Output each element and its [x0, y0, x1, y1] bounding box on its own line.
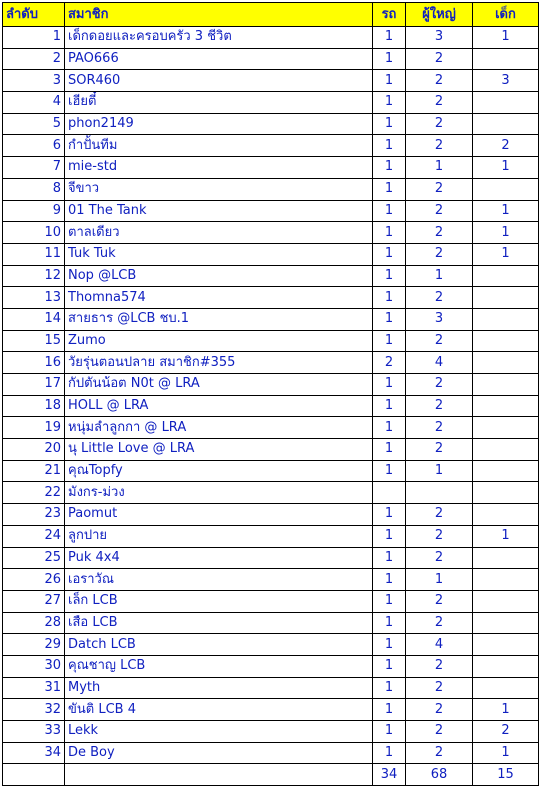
table-row	[3, 287, 539, 309]
row-index: 3	[3, 70, 65, 92]
member-name: วัยรุ่นตอนปลาย สมาชิก#355	[65, 352, 373, 374]
cars-count: 1	[373, 308, 406, 330]
row-index: 17	[3, 374, 65, 396]
member-name: เล็ก LCB	[65, 590, 373, 612]
kids-count: 2	[473, 135, 539, 157]
table-row	[3, 222, 539, 244]
total-adults: 68	[406, 764, 473, 786]
table-row	[3, 569, 539, 591]
table-row	[3, 70, 539, 92]
adults-count: 2	[406, 417, 473, 439]
adults-count: 2	[406, 135, 473, 157]
member-name: นุ Little Love @ LRA	[65, 439, 373, 461]
adults-count: 2	[406, 699, 473, 721]
row-index: 32	[3, 699, 65, 721]
member-name: คุณTopfy	[65, 460, 373, 482]
table-row	[3, 482, 539, 504]
adults-count: 2	[406, 243, 473, 265]
kids-count: 1	[473, 222, 539, 244]
adults-count: 2	[406, 742, 473, 764]
kids-count	[473, 178, 539, 200]
cars-count: 1	[373, 395, 406, 417]
header-member: สมาชิก	[65, 3, 373, 27]
member-name: เสือ LCB	[65, 612, 373, 634]
kids-count: 1	[473, 27, 539, 49]
cars-count: 1	[373, 27, 406, 49]
adults-count: 2	[406, 113, 473, 135]
adults-count: 2	[406, 178, 473, 200]
kids-count	[473, 590, 539, 612]
row-index: 1	[3, 27, 65, 49]
member-name: De Boy	[65, 742, 373, 764]
adults-count: 2	[406, 525, 473, 547]
member-table	[2, 2, 539, 786]
kids-count	[473, 92, 539, 114]
member-name: Myth	[65, 677, 373, 699]
member-name: กัปตันน้อต N0t @ LRA	[65, 374, 373, 396]
total-kids: 15	[473, 764, 539, 786]
member-name: Paomut	[65, 504, 373, 526]
kids-count	[473, 482, 539, 504]
adults-count: 2	[406, 48, 473, 70]
totals-row	[3, 764, 539, 786]
adults-count: 3	[406, 27, 473, 49]
adults-count: 2	[406, 612, 473, 634]
header-kids: เด็ก	[473, 3, 539, 27]
table-row	[3, 699, 539, 721]
table-row	[3, 135, 539, 157]
member-name: ขันติ LCB 4	[65, 699, 373, 721]
cars-count: 1	[373, 70, 406, 92]
kids-count	[473, 439, 539, 461]
row-index: 34	[3, 742, 65, 764]
table-row	[3, 634, 539, 656]
kids-count: 1	[473, 699, 539, 721]
cars-count: 1	[373, 612, 406, 634]
row-index: 9	[3, 200, 65, 222]
row-index: 31	[3, 677, 65, 699]
member-name: มังกร-ม่วง	[65, 482, 373, 504]
member-name: จีขาว	[65, 178, 373, 200]
adults-count: 2	[406, 200, 473, 222]
row-index: 10	[3, 222, 65, 244]
adults-count: 2	[406, 395, 473, 417]
member-name: เอราวัณ	[65, 569, 373, 591]
row-index: 22	[3, 482, 65, 504]
cars-count: 1	[373, 569, 406, 591]
adults-count: 2	[406, 439, 473, 461]
adults-count: 2	[406, 222, 473, 244]
row-index: 26	[3, 569, 65, 591]
cars-count: 1	[373, 135, 406, 157]
adults-count: 4	[406, 634, 473, 656]
kids-count	[473, 395, 539, 417]
cars-count: 1	[373, 547, 406, 569]
table-row	[3, 721, 539, 743]
member-name: หนุ่มลำลูกกา @ LRA	[65, 417, 373, 439]
member-name: Lekk	[65, 721, 373, 743]
kids-count	[473, 417, 539, 439]
member-rows	[3, 27, 539, 764]
kids-count: 1	[473, 525, 539, 547]
table-row	[3, 439, 539, 461]
kids-count	[473, 547, 539, 569]
cars-count: 1	[373, 655, 406, 677]
cars-count: 1	[373, 677, 406, 699]
row-index: 4	[3, 92, 65, 114]
header-row	[3, 3, 539, 27]
row-index: 11	[3, 243, 65, 265]
kids-count	[473, 504, 539, 526]
row-index: 24	[3, 525, 65, 547]
member-name: เด็กดอยและครอบครัว 3 ชีวิต	[65, 27, 373, 49]
row-index: 30	[3, 655, 65, 677]
cars-count: 1	[373, 590, 406, 612]
adults-count: 2	[406, 92, 473, 114]
member-name: Nop @LCB	[65, 265, 373, 287]
adults-count: 2	[406, 655, 473, 677]
adults-count: 4	[406, 352, 473, 374]
table-row	[3, 612, 539, 634]
adults-count: 1	[406, 265, 473, 287]
member-name: ตาลเดียว	[65, 222, 373, 244]
member-name: phon2149	[65, 113, 373, 135]
row-index: 20	[3, 439, 65, 461]
table-row	[3, 417, 539, 439]
header-index: ลำดับ	[3, 3, 65, 27]
adults-count: 1	[406, 157, 473, 179]
member-name: คุณชาญ LCB	[65, 655, 373, 677]
total-cars: 34	[373, 764, 406, 786]
row-index: 25	[3, 547, 65, 569]
kids-count	[473, 48, 539, 70]
row-index: 15	[3, 330, 65, 352]
row-index: 8	[3, 178, 65, 200]
cars-count: 2	[373, 352, 406, 374]
cars-count: 1	[373, 222, 406, 244]
table-row	[3, 265, 539, 287]
adults-count: 2	[406, 330, 473, 352]
table-row	[3, 677, 539, 699]
table-row	[3, 27, 539, 49]
kids-count	[473, 113, 539, 135]
adults-count: 2	[406, 70, 473, 92]
cars-count: 1	[373, 439, 406, 461]
row-index: 19	[3, 417, 65, 439]
kids-count	[473, 308, 539, 330]
adults-count: 2	[406, 590, 473, 612]
table-row	[3, 330, 539, 352]
member-name: ลูกปาย	[65, 525, 373, 547]
header-adults: ผู้ใหญ่	[406, 3, 473, 27]
table-row	[3, 742, 539, 764]
cars-count: 1	[373, 92, 406, 114]
cars-count: 1	[373, 157, 406, 179]
table-row	[3, 504, 539, 526]
row-index: 29	[3, 634, 65, 656]
table-row	[3, 48, 539, 70]
cars-count: 1	[373, 113, 406, 135]
cars-count	[373, 482, 406, 504]
cars-count: 1	[373, 243, 406, 265]
kids-count: 2	[473, 721, 539, 743]
table-row	[3, 157, 539, 179]
kids-count	[473, 677, 539, 699]
cars-count: 1	[373, 330, 406, 352]
table-row	[3, 113, 539, 135]
cars-count: 1	[373, 721, 406, 743]
table-row	[3, 590, 539, 612]
row-index: 21	[3, 460, 65, 482]
table-row	[3, 92, 539, 114]
table-row	[3, 395, 539, 417]
row-index: 28	[3, 612, 65, 634]
member-name: เฮียตี๋	[65, 92, 373, 114]
kids-count	[473, 287, 539, 309]
adults-count: 1	[406, 460, 473, 482]
member-name: กำปั้นทีม	[65, 135, 373, 157]
kids-count	[473, 374, 539, 396]
adults-count: 2	[406, 374, 473, 396]
kids-count: 1	[473, 200, 539, 222]
member-name: Puk 4x4	[65, 547, 373, 569]
row-index: 2	[3, 48, 65, 70]
row-index: 6	[3, 135, 65, 157]
table-row	[3, 655, 539, 677]
kids-count	[473, 460, 539, 482]
table-row	[3, 200, 539, 222]
cars-count: 1	[373, 504, 406, 526]
adults-count	[406, 482, 473, 504]
table-row	[3, 547, 539, 569]
kids-count	[473, 634, 539, 656]
member-name: HOLL @ LRA	[65, 395, 373, 417]
kids-count: 3	[473, 70, 539, 92]
cars-count: 1	[373, 417, 406, 439]
adults-count: 3	[406, 308, 473, 330]
cars-count: 1	[373, 460, 406, 482]
member-name: mie-std	[65, 157, 373, 179]
row-index: 7	[3, 157, 65, 179]
row-index: 18	[3, 395, 65, 417]
member-name: PAO666	[65, 48, 373, 70]
row-index: 5	[3, 113, 65, 135]
table-row	[3, 243, 539, 265]
row-index: 27	[3, 590, 65, 612]
row-index: 14	[3, 308, 65, 330]
cars-count: 1	[373, 287, 406, 309]
cars-count: 1	[373, 178, 406, 200]
member-name: 01 The Tank	[65, 200, 373, 222]
table-row	[3, 460, 539, 482]
row-index: 16	[3, 352, 65, 374]
kids-count	[473, 265, 539, 287]
cars-count: 1	[373, 699, 406, 721]
member-name: Zumo	[65, 330, 373, 352]
member-name: Thomna574	[65, 287, 373, 309]
member-name: สายธาร @LCB ชบ.1	[65, 308, 373, 330]
table-row	[3, 374, 539, 396]
cars-count: 1	[373, 742, 406, 764]
cars-count: 1	[373, 374, 406, 396]
totals-label-cell	[65, 764, 373, 786]
table-row	[3, 525, 539, 547]
adults-count: 2	[406, 287, 473, 309]
adults-count: 2	[406, 677, 473, 699]
cars-count: 1	[373, 265, 406, 287]
adults-count: 1	[406, 569, 473, 591]
kids-count: 1	[473, 243, 539, 265]
adults-count: 2	[406, 547, 473, 569]
kids-count	[473, 330, 539, 352]
table-row	[3, 308, 539, 330]
row-index: 12	[3, 265, 65, 287]
kids-count	[473, 655, 539, 677]
kids-count	[473, 569, 539, 591]
row-index: 33	[3, 721, 65, 743]
member-name: SOR460	[65, 70, 373, 92]
cars-count: 1	[373, 48, 406, 70]
cars-count: 1	[373, 634, 406, 656]
cars-count: 1	[373, 525, 406, 547]
adults-count: 2	[406, 721, 473, 743]
row-index: 23	[3, 504, 65, 526]
member-name: Tuk Tuk	[65, 243, 373, 265]
kids-count	[473, 612, 539, 634]
kids-count	[473, 352, 539, 374]
totals-index-cell	[3, 764, 65, 786]
table-row	[3, 352, 539, 374]
table-row	[3, 178, 539, 200]
member-name: Datch LCB	[65, 634, 373, 656]
header-cars: รถ	[373, 3, 406, 27]
cars-count: 1	[373, 200, 406, 222]
kids-count: 1	[473, 157, 539, 179]
adults-count: 2	[406, 504, 473, 526]
row-index: 13	[3, 287, 65, 309]
kids-count: 1	[473, 742, 539, 764]
